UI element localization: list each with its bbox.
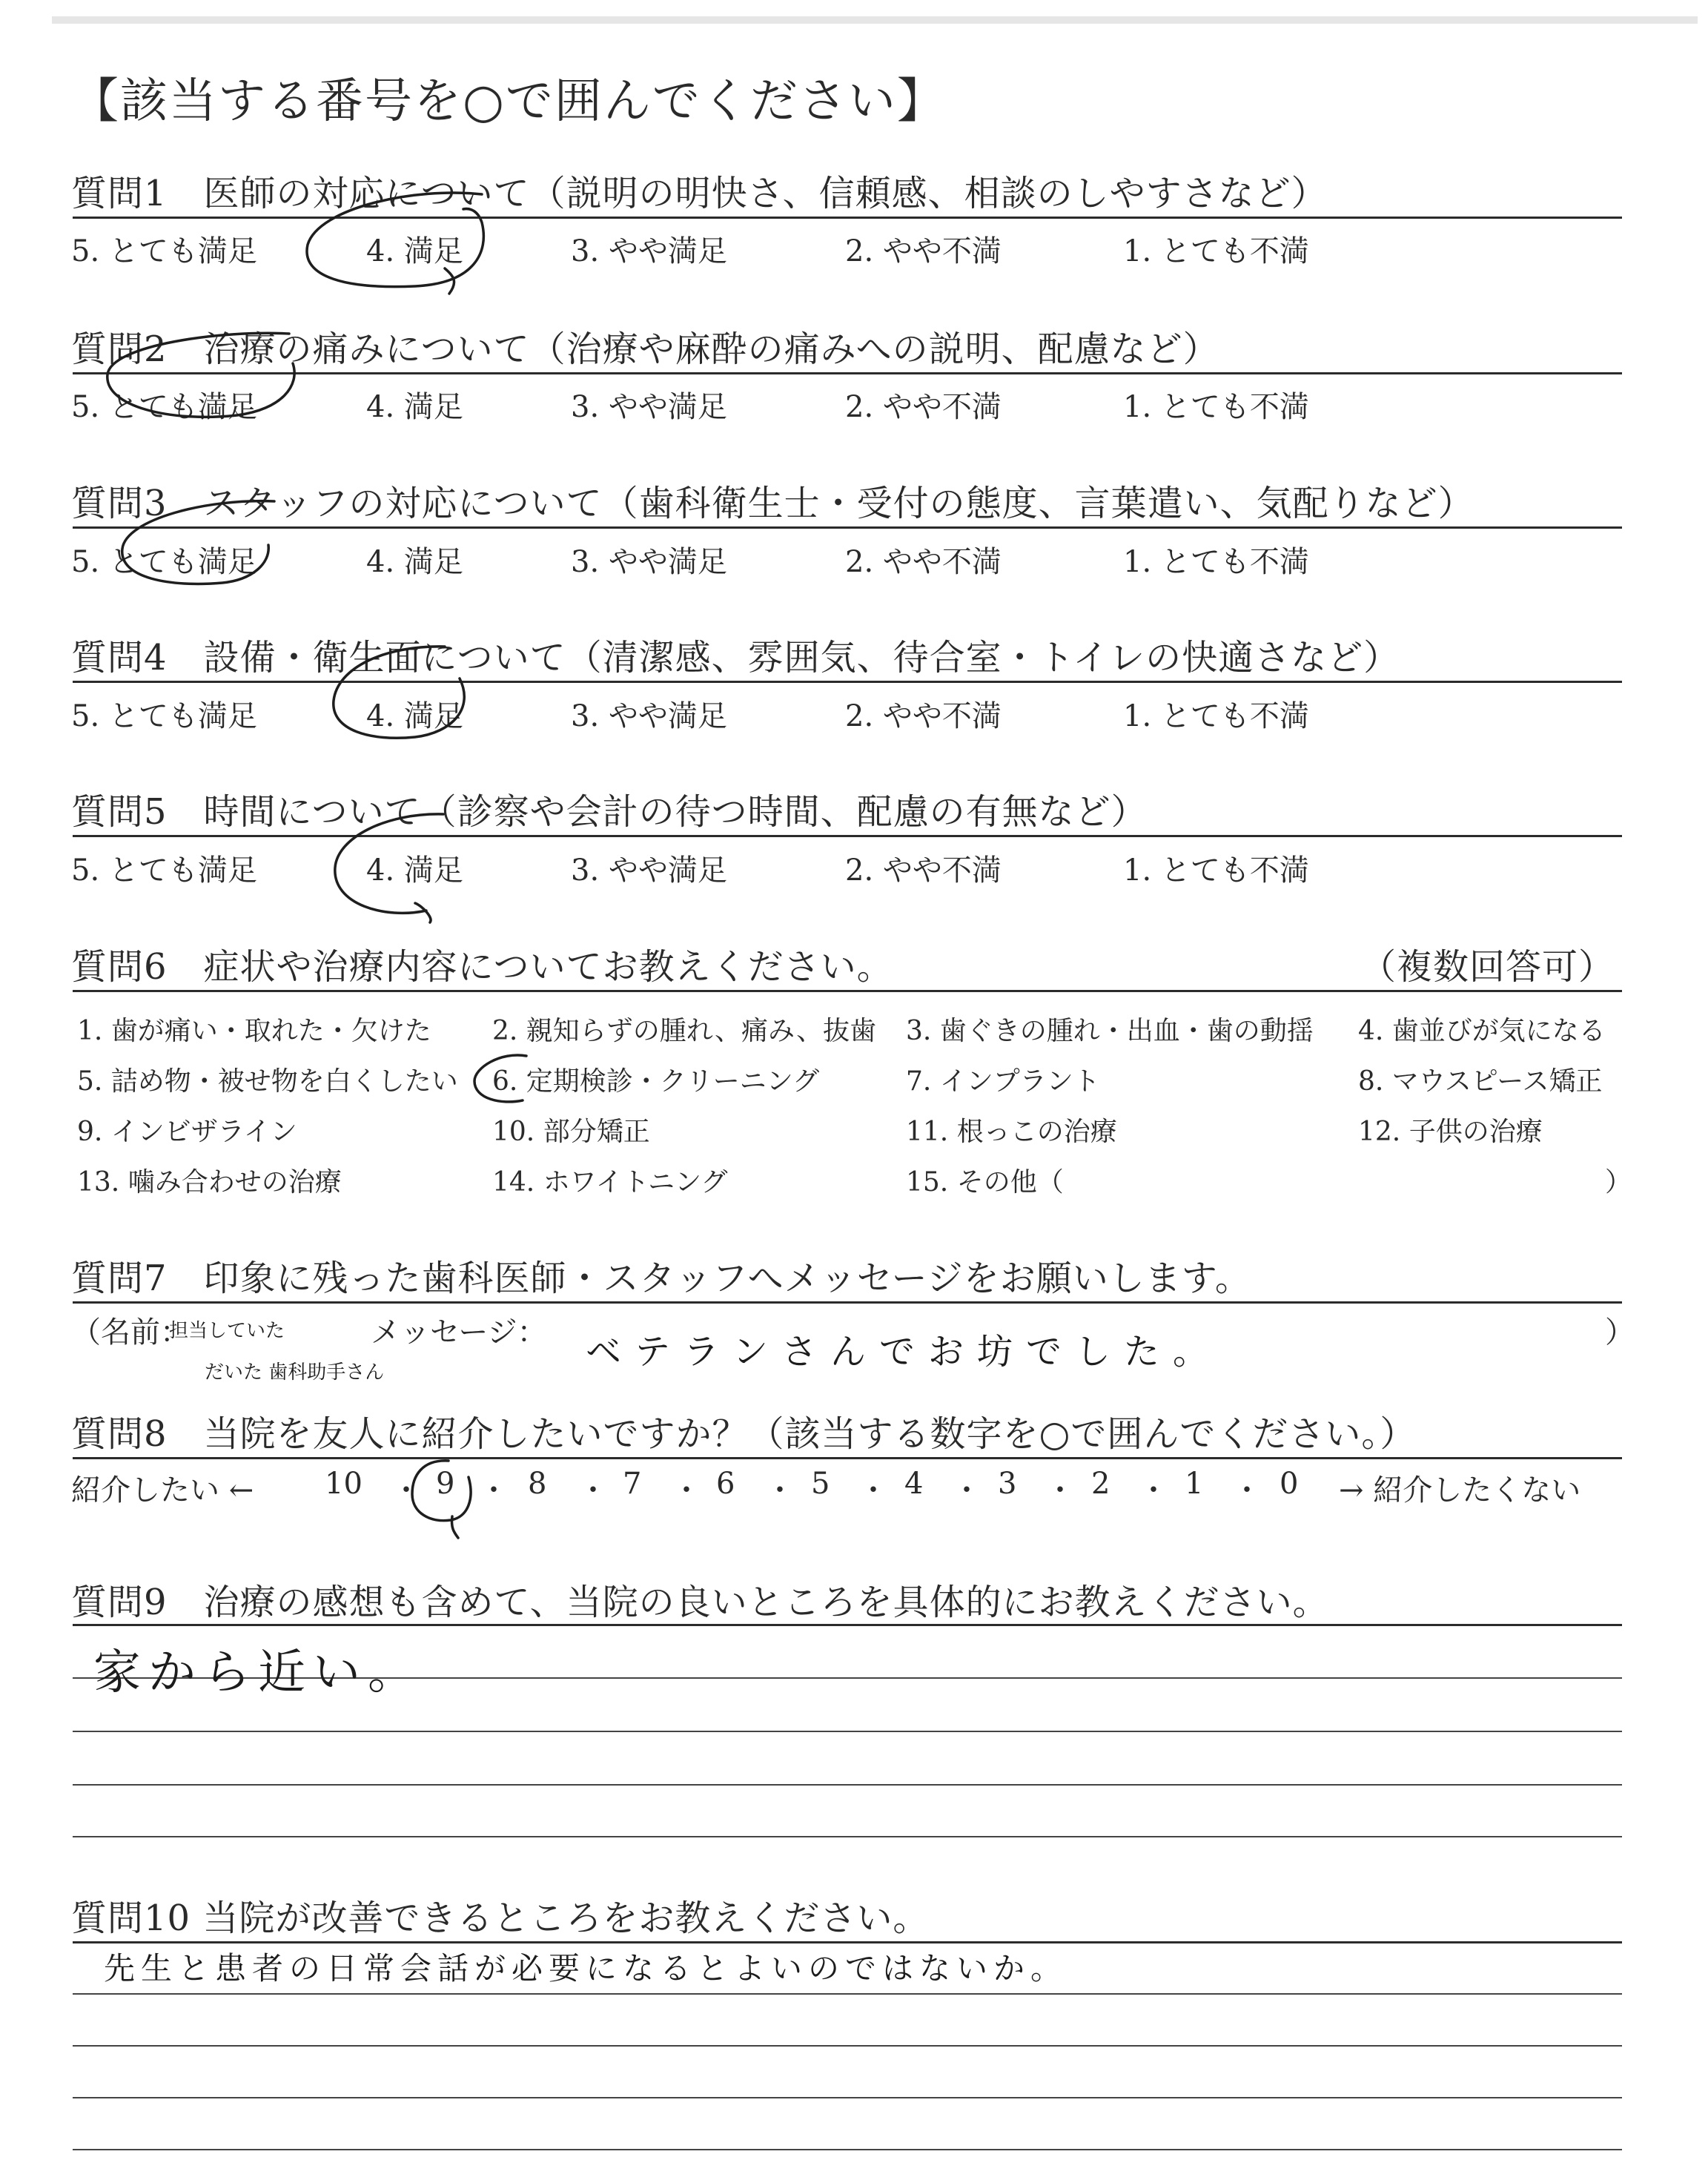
q6-option-15[interactable]: 15. その他（ [906,1167,1064,1198]
q10-line-4 [73,2097,1622,2098]
q4-option-1[interactable]: 1. とても不満 [1123,699,1309,733]
q8-value-10[interactable]: 10 [325,1467,363,1501]
q2-option-2[interactable]: 2. やや不満 [845,390,1002,424]
q5-selection-tail [415,903,431,922]
question-3-label: 質問3 スタッフの対応について（歯科衛生士・受付の態度、言葉遣い、気配りなど） [71,483,1474,524]
q7-handwritten-name-1: 担当していた [169,1320,285,1342]
q2-option-3[interactable]: 3. やや満足 [571,390,727,424]
q2-option-5[interactable]: 5. とても満足 [71,390,257,424]
question-9-label: 質問9 治療の感想も含めて、当院の良いところを具体的にお教えください。 [71,1582,1329,1623]
q2-option-4[interactable]: 4. 満足 [366,390,463,424]
q5-option-5[interactable]: 5. とても満足 [71,853,257,888]
question-1-rule [73,217,1622,219]
q1-option-1[interactable]: 1. とても不満 [1123,234,1309,268]
q1-selection-tail [445,268,454,294]
q10-line-3 [73,2045,1622,2047]
q6-option-12[interactable]: 12. 子供の治療 [1358,1117,1543,1147]
q6-option-2[interactable]: 2. 親知らずの腫れ、痛み、抜歯 [492,1016,877,1046]
q6-option-9[interactable]: 9. インビザライン [77,1117,297,1147]
q8-value-3[interactable]: 3 [998,1467,1017,1501]
q8-value-4[interactable]: 4 [904,1467,924,1501]
q6-option-8[interactable]: 8. マウスピース矯正 [1358,1066,1603,1097]
q8-separator: ・ [1045,1473,1075,1507]
q5-option-4[interactable]: 4. 満足 [366,853,463,888]
q6-option-3[interactable]: 3. 歯ぐきの腫れ・出血・歯の動揺 [906,1016,1314,1046]
q6-option-4[interactable]: 4. 歯並びが気になる [1358,1016,1606,1046]
q4-option-5[interactable]: 5. とても満足 [71,699,257,733]
question-1-label: 質問1 医師の対応について（説明の明快さ、信頼感、相談のしやすさなど） [71,173,1328,214]
q3-option-5[interactable]: 5. とても満足 [71,545,257,579]
q1-option-5[interactable]: 5. とても満足 [71,234,257,268]
question-5-rule [73,835,1622,837]
q10-line-5 [73,2149,1622,2150]
q8-right-label: → 紹介したくない [1339,1473,1581,1507]
q3-option-1[interactable]: 1. とても不満 [1123,545,1309,579]
q6-option-6[interactable]: 6. 定期検診・クリーニング [492,1066,820,1097]
q9-line-5 [73,1836,1622,1837]
q6-option-11[interactable]: 11. 根っこの治療 [906,1117,1117,1147]
q8-value-6[interactable]: 6 [716,1467,735,1501]
page-title: 【該当する番号を○で囲んでください】 [71,74,946,129]
q1-option-2[interactable]: 2. やや不満 [845,234,1002,268]
q9-handwritten-answer[interactable]: 家から近い。 [93,1645,423,1700]
scan-edge [52,16,1698,24]
question-2-rule [73,372,1622,374]
q6-option-1[interactable]: 1. 歯が痛い・取れた・欠けた [77,1016,431,1046]
q10-line-1 [73,1941,1622,1943]
q8-separator: ・ [765,1473,795,1507]
q6-option-7[interactable]: 7. インプラント [906,1066,1100,1097]
q8-value-8[interactable]: 8 [528,1467,547,1501]
q2-option-1[interactable]: 1. とても不満 [1123,390,1309,424]
question-7-rule [73,1301,1622,1304]
question-4-label: 質問4 設備・衛生面について（清潔感、雰囲気、待合室・トイレの快適さなど） [71,637,1400,678]
q9-line-1 [73,1624,1622,1626]
question-5-label: 質問5 時間について（診察や会計の待つ時間、配慮の有無など） [71,791,1148,833]
question-10-label: 質問10 当院が改善できるところをお教えください。 [71,1898,930,1939]
q8-value-7[interactable]: 7 [623,1467,642,1501]
q1-option-4[interactable]: 4. 満足 [366,234,463,268]
q9-line-3 [73,1731,1622,1732]
question-2-label: 質問2 治療の痛みについて（治療や麻酔の痛みへの説明、配慮など） [71,328,1219,370]
q8-value-1[interactable]: 1 [1185,1467,1204,1501]
q3-option-3[interactable]: 3. やや満足 [571,545,727,579]
q8-separator: ・ [1232,1473,1262,1507]
q6-option-10[interactable]: 10. 部分矯正 [492,1117,650,1147]
question-6-rule [73,990,1622,992]
q9-line-4 [73,1784,1622,1786]
q6-other-close: ） [1605,1167,1632,1198]
question-8-label: 質問8 当院を友人に紹介したいですか？（該当する数字を○で囲んでください。） [71,1413,1417,1455]
q8-left-label: 紹介したい ← [71,1473,254,1507]
q7-handwritten-message: ベテランさんでお坊でした。 [586,1331,1222,1373]
q10-line-2 [73,1993,1622,1995]
q1-option-3[interactable]: 3. やや満足 [571,234,727,268]
q8-separator: ・ [479,1473,509,1507]
question-3-rule [73,526,1622,529]
question-4-rule [73,681,1622,683]
q8-separator: ・ [672,1473,701,1507]
q6-option-5[interactable]: 5. 詰め物・被せ物を白くしたい [77,1066,458,1097]
question-6-note: （複数回答可） [1360,946,1615,988]
q6-option-13[interactable]: 13. 噛み合わせの治療 [77,1167,342,1198]
q4-option-4[interactable]: 4. 満足 [366,699,463,733]
q8-separator: ・ [1139,1473,1168,1507]
q4-option-2[interactable]: 2. やや不満 [845,699,1002,733]
q3-option-2[interactable]: 2. やや不満 [845,545,1002,579]
q8-value-2[interactable]: 2 [1091,1467,1110,1501]
q7-message-label: メッセージ： [371,1315,547,1350]
question-8-rule [73,1457,1622,1459]
q7-close-paren: ） [1605,1315,1635,1350]
q5-option-2[interactable]: 2. やや不満 [845,853,1002,888]
q7-handwritten-name-2: だいた 歯科助手さん [205,1361,385,1384]
q8-separator: ・ [858,1473,888,1507]
q5-option-1[interactable]: 1. とても不満 [1123,853,1309,888]
q8-value-9[interactable]: 9 [436,1467,455,1501]
q3-option-4[interactable]: 4. 満足 [366,545,463,579]
q8-separator: ・ [578,1473,608,1507]
q8-value-5[interactable]: 5 [811,1467,830,1501]
question-6-label: 質問6 症状や治療内容についてお教えください。 [71,946,893,988]
q7-name-label: （名前： [71,1315,190,1350]
q6-option-14[interactable]: 14. ホワイトニング [492,1167,728,1198]
q8-separator: ・ [952,1473,982,1507]
q8-separator: ・ [391,1473,421,1507]
q5-option-3[interactable]: 3. やや満足 [571,853,727,888]
q10-handwritten-answer[interactable]: 先生と患者の日常会話が必要になるとよいのではないか。 [104,1950,1068,1986]
question-7-label: 質問7 印象に残った歯科医師・スタッフへメッセージをお願いします。 [71,1258,1251,1299]
q8-selection-tail [451,1516,458,1538]
q4-option-3[interactable]: 3. やや満足 [571,699,727,733]
q8-value-0[interactable]: 0 [1280,1467,1299,1501]
